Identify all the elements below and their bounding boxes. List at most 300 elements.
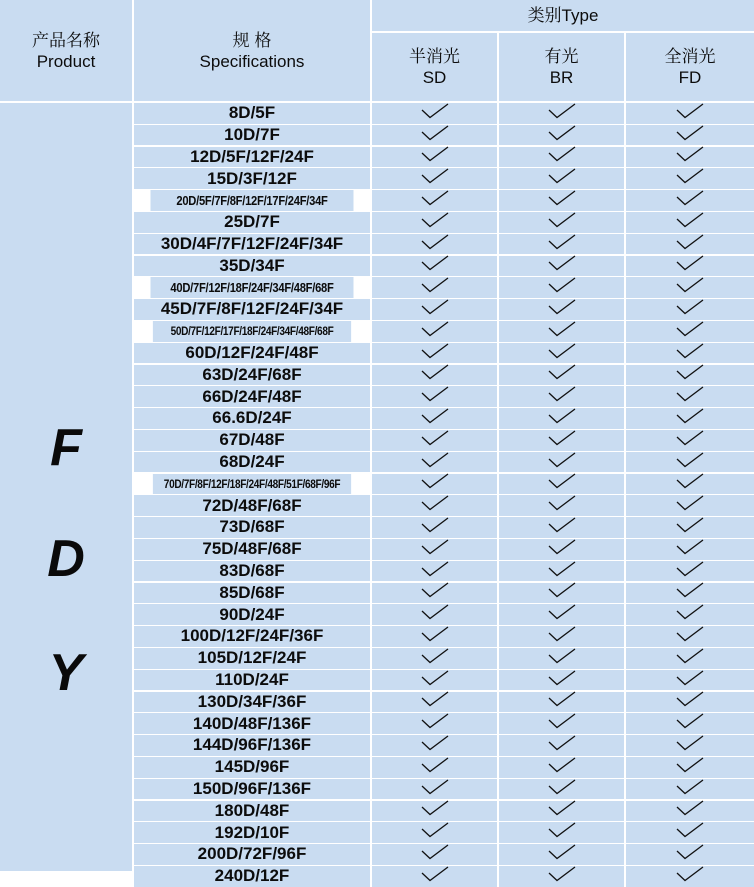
check-cell-br: [499, 822, 624, 843]
check-cell-fd: [626, 779, 754, 800]
check-cell-fd: [626, 713, 754, 734]
check-mark-icon: [420, 735, 450, 756]
check-cell-br: [499, 277, 624, 298]
check-cell-fd: [626, 103, 754, 124]
check-mark-icon: [547, 626, 577, 647]
table-row: [134, 430, 754, 451]
check-cell-sd: [372, 779, 497, 800]
check-mark-icon: [547, 844, 577, 865]
check-cell-br: [499, 125, 624, 146]
check-cell-fd: [626, 670, 754, 691]
check-cell-br: [499, 408, 624, 429]
header-product: [0, 0, 132, 101]
check-mark-icon: [675, 604, 705, 625]
check-cell-sd: [372, 801, 497, 822]
table-row: [134, 147, 754, 168]
check-mark-icon: [547, 604, 577, 625]
check-mark-icon: [547, 561, 577, 582]
check-cell-fd: [626, 539, 754, 560]
check-mark-icon: [547, 713, 577, 734]
spec-cell: 73D/68F: [134, 517, 370, 538]
check-cell-sd: [372, 539, 497, 560]
table-row: [134, 539, 754, 560]
check-cell-fd: [626, 517, 754, 538]
check-mark-icon: [420, 255, 450, 276]
table-row: [134, 190, 754, 211]
check-cell-br: [499, 495, 624, 516]
table-row: [134, 386, 754, 407]
header-type-br: [499, 33, 624, 101]
check-cell-br: [499, 386, 624, 407]
check-mark-icon: [675, 495, 705, 516]
check-mark-icon: [675, 539, 705, 560]
spec-cell: 150D/96F/136F: [134, 779, 370, 800]
check-mark-icon: [420, 517, 450, 538]
check-mark-icon: [547, 321, 577, 342]
product-letter-d: D: [47, 530, 85, 588]
check-cell-br: [499, 866, 624, 887]
spec-cell: 144D/96F/136F: [134, 735, 370, 756]
check-mark-icon: [420, 582, 450, 603]
check-cell-fd: [626, 365, 754, 386]
check-cell-sd: [372, 474, 497, 495]
table-row: [134, 103, 754, 124]
product-letter-y: Y: [48, 644, 84, 702]
check-mark-icon: [675, 473, 705, 494]
check-cell-sd: [372, 626, 497, 647]
check-mark-icon: [675, 713, 705, 734]
check-cell-br: [499, 452, 624, 473]
check-cell-br: [499, 692, 624, 713]
check-mark-icon: [420, 670, 450, 691]
check-cell-br: [499, 474, 624, 495]
check-mark-icon: [420, 539, 450, 560]
table-row: [134, 321, 754, 342]
check-cell-br: [499, 299, 624, 320]
table-row: [134, 474, 754, 495]
check-cell-sd: [372, 517, 497, 538]
product-column: [0, 103, 132, 871]
table-row: [134, 801, 754, 822]
check-cell-fd: [626, 452, 754, 473]
check-mark-icon: [547, 299, 577, 320]
check-mark-icon: [547, 386, 577, 407]
check-cell-fd: [626, 125, 754, 146]
check-mark-icon: [675, 408, 705, 429]
table-row: [134, 757, 754, 778]
check-cell-fd: [626, 408, 754, 429]
check-mark-icon: [675, 430, 705, 451]
check-mark-icon: [420, 648, 450, 669]
check-cell-sd: [372, 648, 497, 669]
check-cell-sd: [372, 692, 497, 713]
check-mark-icon: [547, 343, 577, 364]
check-mark-icon: [547, 691, 577, 712]
check-cell-fd: [626, 321, 754, 342]
check-mark-icon: [547, 364, 577, 385]
check-mark-icon: [675, 800, 705, 821]
check-cell-br: [499, 604, 624, 625]
check-mark-icon: [547, 779, 577, 800]
check-cell-sd: [372, 495, 497, 516]
check-cell-br: [499, 147, 624, 168]
check-mark-icon: [675, 386, 705, 407]
spec-cell: 180D/48F: [134, 801, 370, 822]
check-cell-fd: [626, 256, 754, 277]
check-mark-icon: [675, 866, 705, 887]
check-cell-fd: [626, 234, 754, 255]
check-mark-icon: [420, 190, 450, 211]
check-mark-icon: [675, 190, 705, 211]
spec-cell: 15D/3F/12F: [134, 168, 370, 189]
check-cell-br: [499, 430, 624, 451]
check-cell-fd: [626, 168, 754, 189]
spec-cell: 63D/24F/68F: [134, 365, 370, 386]
check-mark-icon: [675, 735, 705, 756]
table-row: [134, 277, 754, 298]
check-cell-fd: [626, 299, 754, 320]
check-cell-sd: [372, 583, 497, 604]
check-mark-icon: [675, 125, 705, 146]
check-cell-fd: [626, 212, 754, 233]
spec-cell: 200D/72F/96F: [134, 844, 370, 865]
spec-cell: 70D/7F/8F/12F/18F/24F/48F/51F/68F/96F: [153, 474, 351, 495]
check-cell-br: [499, 539, 624, 560]
check-cell-br: [499, 779, 624, 800]
spec-cell: 45D/7F/8F/12F/24F/34F: [134, 299, 370, 320]
check-cell-br: [499, 168, 624, 189]
check-cell-br: [499, 256, 624, 277]
check-mark-icon: [675, 648, 705, 669]
check-cell-sd: [372, 190, 497, 211]
check-mark-icon: [675, 103, 705, 124]
table-row: [134, 670, 754, 691]
spec-cell: 50D/7F/12F/17F/18F/24F/34F/48F/68F: [153, 321, 351, 342]
spec-cell: 85D/68F: [134, 583, 370, 604]
table-row: [134, 648, 754, 669]
check-cell-sd: [372, 168, 497, 189]
check-mark-icon: [547, 146, 577, 167]
check-cell-sd: [372, 713, 497, 734]
check-mark-icon: [547, 822, 577, 843]
table-row: [134, 343, 754, 364]
check-cell-sd: [372, 277, 497, 298]
header-br-cn: 有光: [544, 47, 579, 66]
table-row: [134, 495, 754, 516]
table-row: [134, 256, 754, 277]
spec-cell: 72D/48F/68F: [134, 495, 370, 516]
check-mark-icon: [420, 343, 450, 364]
spec-cell: 66.6D/24F: [134, 408, 370, 429]
table-row: [134, 168, 754, 189]
spec-cell: 83D/68F: [134, 561, 370, 582]
product-letter-f: F: [50, 419, 82, 477]
check-mark-icon: [675, 321, 705, 342]
check-cell-sd: [372, 561, 497, 582]
check-cell-br: [499, 212, 624, 233]
check-cell-fd: [626, 844, 754, 865]
check-mark-icon: [420, 168, 450, 189]
check-cell-sd: [372, 386, 497, 407]
spec-cell: 75D/48F/68F: [134, 539, 370, 560]
check-cell-fd: [626, 277, 754, 298]
check-mark-icon: [420, 234, 450, 255]
spec-cell: 8D/5F: [134, 103, 370, 124]
check-mark-icon: [547, 539, 577, 560]
check-cell-fd: [626, 648, 754, 669]
check-cell-br: [499, 561, 624, 582]
check-mark-icon: [420, 626, 450, 647]
check-cell-fd: [626, 190, 754, 211]
spec-cell: 240D/12F: [134, 866, 370, 887]
check-cell-fd: [626, 561, 754, 582]
check-mark-icon: [420, 866, 450, 887]
header-sd-en: SD: [422, 68, 447, 87]
check-cell-fd: [626, 604, 754, 625]
check-mark-icon: [420, 299, 450, 320]
check-mark-icon: [547, 735, 577, 756]
check-cell-fd: [626, 626, 754, 647]
header-spec-en: Specifications: [199, 51, 305, 71]
check-cell-br: [499, 343, 624, 364]
table-row: [134, 234, 754, 255]
check-cell-fd: [626, 757, 754, 778]
spec-cell: 192D/10F: [134, 822, 370, 843]
header-specifications: [134, 0, 370, 101]
header-type-fd: [626, 33, 754, 101]
table-row: [134, 561, 754, 582]
check-cell-sd: [372, 670, 497, 691]
check-mark-icon: [547, 670, 577, 691]
spec-cell: 10D/7F: [134, 125, 370, 146]
check-cell-sd: [372, 604, 497, 625]
check-mark-icon: [547, 648, 577, 669]
spec-cell: 90D/24F: [134, 604, 370, 625]
check-cell-sd: [372, 212, 497, 233]
check-cell-br: [499, 735, 624, 756]
spec-cell: 35D/34F: [134, 256, 370, 277]
check-mark-icon: [420, 473, 450, 494]
check-mark-icon: [547, 125, 577, 146]
check-cell-br: [499, 190, 624, 211]
check-cell-fd: [626, 735, 754, 756]
check-mark-icon: [675, 757, 705, 778]
check-mark-icon: [547, 452, 577, 473]
check-cell-sd: [372, 866, 497, 887]
check-mark-icon: [675, 626, 705, 647]
check-mark-icon: [675, 517, 705, 538]
check-mark-icon: [547, 495, 577, 516]
check-cell-fd: [626, 343, 754, 364]
header-product-cn: 产品名称: [32, 30, 100, 50]
table-row: [134, 408, 754, 429]
spec-cell: 100D/12F/24F/36F: [134, 626, 370, 647]
check-cell-sd: [372, 256, 497, 277]
header-br-en: BR: [549, 68, 574, 87]
header-sd-cn: 半消光: [409, 47, 460, 66]
table-row: [134, 212, 754, 233]
check-mark-icon: [420, 364, 450, 385]
check-mark-icon: [420, 822, 450, 843]
spec-cell: 68D/24F: [134, 452, 370, 473]
header-type: [372, 0, 754, 31]
check-mark-icon: [675, 582, 705, 603]
check-mark-icon: [420, 800, 450, 821]
check-cell-fd: [626, 583, 754, 604]
check-mark-icon: [675, 255, 705, 276]
check-cell-sd: [372, 757, 497, 778]
check-mark-icon: [420, 277, 450, 298]
check-mark-icon: [420, 757, 450, 778]
check-mark-icon: [420, 212, 450, 233]
check-mark-icon: [420, 386, 450, 407]
header-type-sd: [372, 33, 497, 101]
check-cell-br: [499, 365, 624, 386]
check-cell-sd: [372, 430, 497, 451]
check-mark-icon: [675, 779, 705, 800]
check-mark-icon: [675, 277, 705, 298]
check-mark-icon: [547, 757, 577, 778]
check-mark-icon: [420, 321, 450, 342]
check-mark-icon: [675, 212, 705, 233]
check-cell-sd: [372, 343, 497, 364]
check-mark-icon: [547, 408, 577, 429]
table-row: [134, 517, 754, 538]
check-cell-sd: [372, 365, 497, 386]
check-mark-icon: [675, 299, 705, 320]
check-cell-br: [499, 234, 624, 255]
check-cell-br: [499, 517, 624, 538]
check-mark-icon: [420, 691, 450, 712]
check-mark-icon: [420, 408, 450, 429]
spec-cell: 130D/34F/36F: [134, 692, 370, 713]
check-cell-br: [499, 757, 624, 778]
check-cell-br: [499, 801, 624, 822]
check-mark-icon: [675, 452, 705, 473]
check-cell-br: [499, 670, 624, 691]
check-mark-icon: [547, 277, 577, 298]
spec-cell: 110D/24F: [134, 670, 370, 691]
check-cell-fd: [626, 866, 754, 887]
check-cell-br: [499, 713, 624, 734]
check-cell-sd: [372, 234, 497, 255]
table-row: [134, 692, 754, 713]
check-mark-icon: [547, 866, 577, 887]
header-fd-cn: 全消光: [664, 47, 716, 66]
check-mark-icon: [547, 255, 577, 276]
check-cell-br: [499, 648, 624, 669]
check-mark-icon: [675, 364, 705, 385]
table-row: [134, 822, 754, 843]
spec-cell: 30D/4F/7F/12F/24F/34F: [134, 234, 370, 255]
table-row: [134, 604, 754, 625]
check-mark-icon: [420, 430, 450, 451]
check-cell-sd: [372, 844, 497, 865]
spec-cell: 66D/24F/48F: [134, 386, 370, 407]
check-cell-fd: [626, 430, 754, 451]
table-row: [134, 365, 754, 386]
check-cell-br: [499, 583, 624, 604]
header-fd-en: FD: [678, 68, 702, 87]
check-mark-icon: [420, 495, 450, 516]
spec-cell: 60D/12F/24F/48F: [134, 343, 370, 364]
check-mark-icon: [547, 430, 577, 451]
check-mark-icon: [675, 146, 705, 167]
check-cell-sd: [372, 299, 497, 320]
header-product-en: Product: [36, 51, 96, 71]
table-row: [134, 299, 754, 320]
check-mark-icon: [420, 125, 450, 146]
table-row: [134, 452, 754, 473]
check-mark-icon: [547, 800, 577, 821]
check-mark-icon: [547, 473, 577, 494]
table-row: [134, 844, 754, 865]
check-cell-br: [499, 103, 624, 124]
table-row: [134, 626, 754, 647]
table-row: [134, 866, 754, 887]
check-mark-icon: [420, 452, 450, 473]
check-mark-icon: [675, 691, 705, 712]
check-cell-fd: [626, 386, 754, 407]
check-mark-icon: [420, 713, 450, 734]
check-cell-sd: [372, 321, 497, 342]
table-row: [134, 125, 754, 146]
check-cell-sd: [372, 735, 497, 756]
check-cell-sd: [372, 408, 497, 429]
check-mark-icon: [547, 190, 577, 211]
check-mark-icon: [675, 822, 705, 843]
check-mark-icon: [675, 168, 705, 189]
check-cell-sd: [372, 147, 497, 168]
check-cell-sd: [372, 452, 497, 473]
check-mark-icon: [420, 844, 450, 865]
spec-cell: 145D/96F: [134, 757, 370, 778]
check-cell-br: [499, 626, 624, 647]
check-mark-icon: [675, 343, 705, 364]
table-row: [134, 779, 754, 800]
check-cell-br: [499, 844, 624, 865]
check-mark-icon: [420, 604, 450, 625]
spec-cell: 67D/48F: [134, 430, 370, 451]
check-mark-icon: [675, 844, 705, 865]
header-spec-cn: 规 格: [232, 30, 272, 50]
spec-cell: 12D/5F/12F/24F: [134, 147, 370, 168]
check-mark-icon: [420, 146, 450, 167]
check-mark-icon: [547, 103, 577, 124]
table-row: [134, 735, 754, 756]
table-row: [134, 583, 754, 604]
check-cell-fd: [626, 692, 754, 713]
check-mark-icon: [420, 779, 450, 800]
check-mark-icon: [675, 234, 705, 255]
check-mark-icon: [547, 582, 577, 603]
spec-cell: 140D/48F/136F: [134, 713, 370, 734]
spec-cell: 40D/7F/12F/18F/24F/34F/48F/68F: [151, 277, 354, 298]
spec-cell: 25D/7F: [134, 212, 370, 233]
check-mark-icon: [675, 670, 705, 691]
check-cell-sd: [372, 822, 497, 843]
table-row: [134, 713, 754, 734]
check-cell-fd: [626, 495, 754, 516]
check-cell-sd: [372, 125, 497, 146]
check-cell-br: [499, 321, 624, 342]
check-mark-icon: [547, 517, 577, 538]
check-cell-fd: [626, 822, 754, 843]
check-mark-icon: [420, 561, 450, 582]
check-mark-icon: [547, 168, 577, 189]
spec-cell: 20D/5F/7F/8F/12F/17F/24F/34F: [151, 190, 354, 211]
check-mark-icon: [547, 212, 577, 233]
